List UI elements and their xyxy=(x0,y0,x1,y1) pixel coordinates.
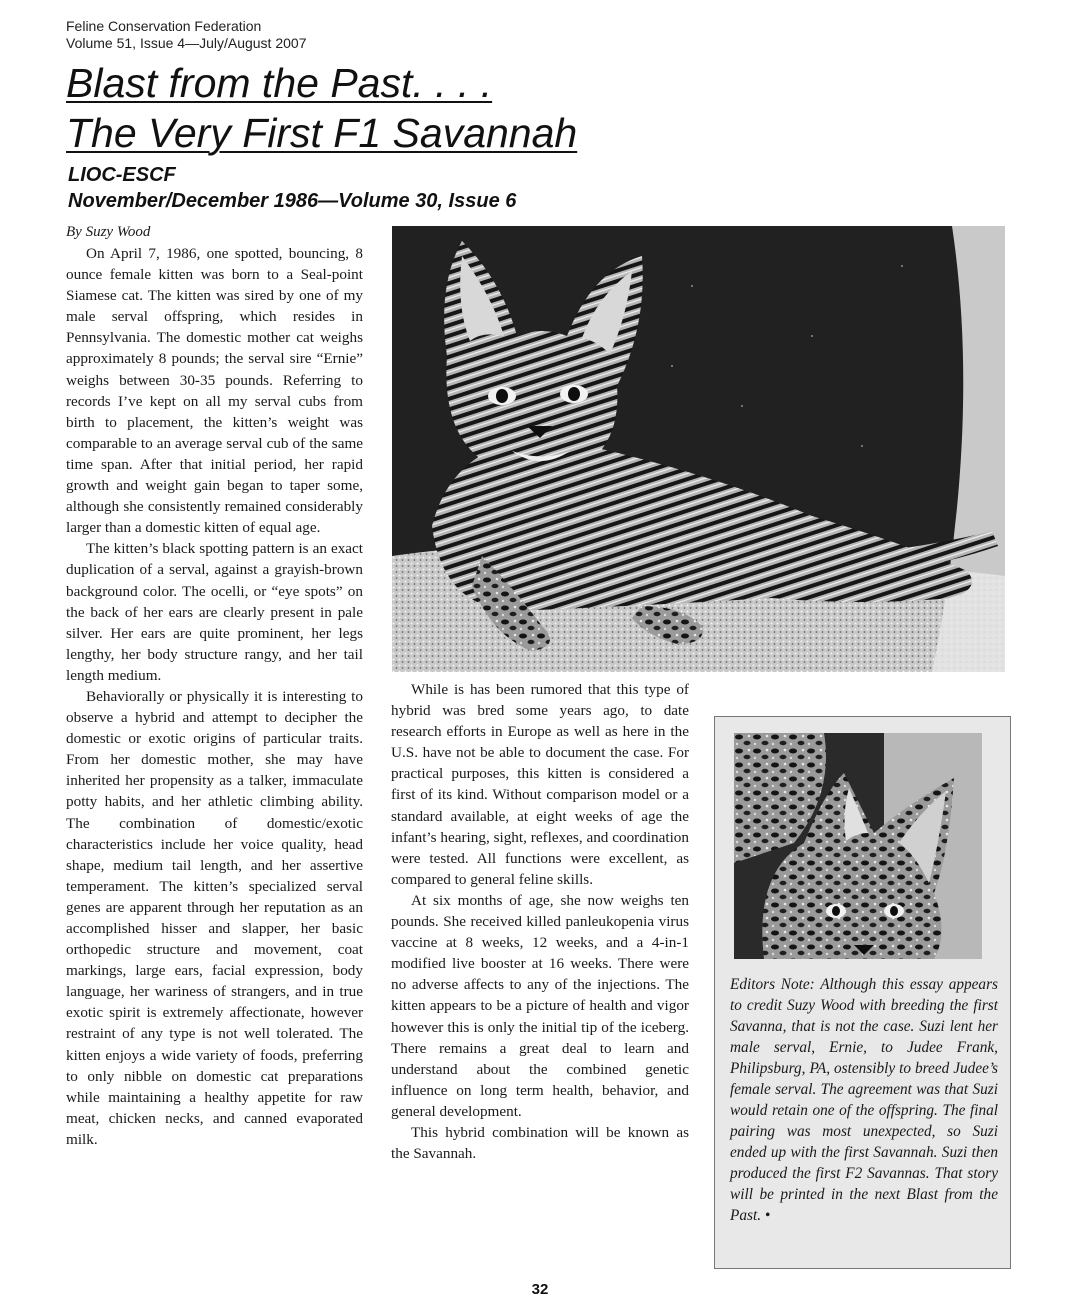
paragraph: Behaviorally or physically it is interesting to observe a hybrid and attempt to decipher the domestic or exotic origins of particular traits. From her domestic mother, she may have inherited her propensity as a talker, immaculate potty habits, and her athletic climbing ability. The combination of domestic/exotic characteristics include her voice quality, head shape, medium tail length, and her assertive temperament. The kitten’s specialized serval genes are apparent through her reputation as an accomplished hisser and slapper, her basic orthopedic structure and movement, coat markings, large ears, facial expression, body language, her wariness of strangers, and in true exotic spirit is extremely affectionate, however restraint of any type is not well tolerated. The kitten enjoys a wide variety of foods, preferring to only nibble on domestic cat preparations while maintaining a healthy appetite for raw meat, chicken necks, and canned evaporated milk. xyxy=(66,687,363,1148)
paragraph: At six months of age, she now weighs ten pounds. She received killed panleukopenia virus vaccine at 8 weeks, 12 weeks, and a 4-in-1 modified live booster at 16 weeks. There were no adverse affects to any of the injections. The kitten appears to be a picture of health and vigor however this is only the initial tip of the iceberg. There remains a great deal to learn and understand about the combined genetic influence on long term health, behavior, and general development. xyxy=(391,891,689,1120)
kitten-photo xyxy=(392,226,1005,672)
article-title xyxy=(66,58,686,158)
source-issue: November/December 1986—Volume 30, Issue 6 xyxy=(68,190,517,212)
byline: By Suzy Wood xyxy=(66,224,151,240)
article-subtitle xyxy=(68,162,516,214)
article-column-1 xyxy=(66,222,363,1150)
issue-info: Volume 51, Issue 4—July/August 2007 xyxy=(66,35,307,51)
title-line-2: The Very First F1 Savannah xyxy=(66,110,578,156)
title-line-1: Blast from the Past. . . . xyxy=(66,60,493,106)
page-number: 32 xyxy=(531,1281,549,1298)
article-column-2 xyxy=(391,679,689,1164)
editor-note-text: Editors Note: Although this essay appears to credit Suzy Wood with breeding the first Savanna, that is not the case. Suzi lent her male serval, Ernie, to Judee Frank, Philipsburg, PA, ostensibly to breed Judee’s female serval. The agreement was that Suzi would retain one of the offspring. The final pairing was most unexpected, so Suzi ended up with the first Savannah. Suzi then produced the first F2 Savannas. That story will be printed in the next Blast from the Past. xyxy=(730,976,998,1224)
paragraph: This hybrid combination will be known as the Savannah. xyxy=(391,1123,689,1163)
publisher-name: Feline Conservation Federation xyxy=(66,18,262,34)
source-name: LIOC-ESCF xyxy=(68,164,176,186)
paragraph: The kitten’s black spotting pattern is an exact duplication of a serval, against a grayish-brown background color. The ocelli, or “eye spots” on the back of her ears are clearly present in pale silver. Her ears are quite prominent, her legs lengthy, her body structure rangy, and her tail length medium. xyxy=(66,540,363,684)
kitten-face-photo xyxy=(734,733,982,959)
paragraph: While is has been rumored that this type of hybrid was bred some years ago, to date research efforts in Europe as well as here in the U.S. have not be able to document the case. For practical purposes, this kitten is considered a first of its kind. Without comparison model or a standard available, at eight weeks of age the infant’s hearing, sight, reflexes, and coordination were tested. All functions were excellent, as compared to general feline skills. xyxy=(391,681,689,888)
editor-note xyxy=(730,974,998,1226)
publication-header xyxy=(66,18,306,52)
paragraph: On April 7, 1986, one spotted, bouncing, 8 ounce female kitten was born to a Seal-point Siamese cat. The kitten was sired by one of my male serval offspring, which resides in Pennsylvania. The domestic mother cat weighs approximately 8 pounds; the serval sire “Ernie” weighs between 30-35 pounds. Referring to records I’ve kept on all my serval cubs from birth to placement, the kitten’s weight was comparable to an average serval cub of the same time span. After that initial period, her rapid growth and weight gain began to taper some, although she consistently remained considerably larger than a domestic kitten of equal age. xyxy=(66,245,363,537)
end-mark: • xyxy=(764,1207,771,1224)
